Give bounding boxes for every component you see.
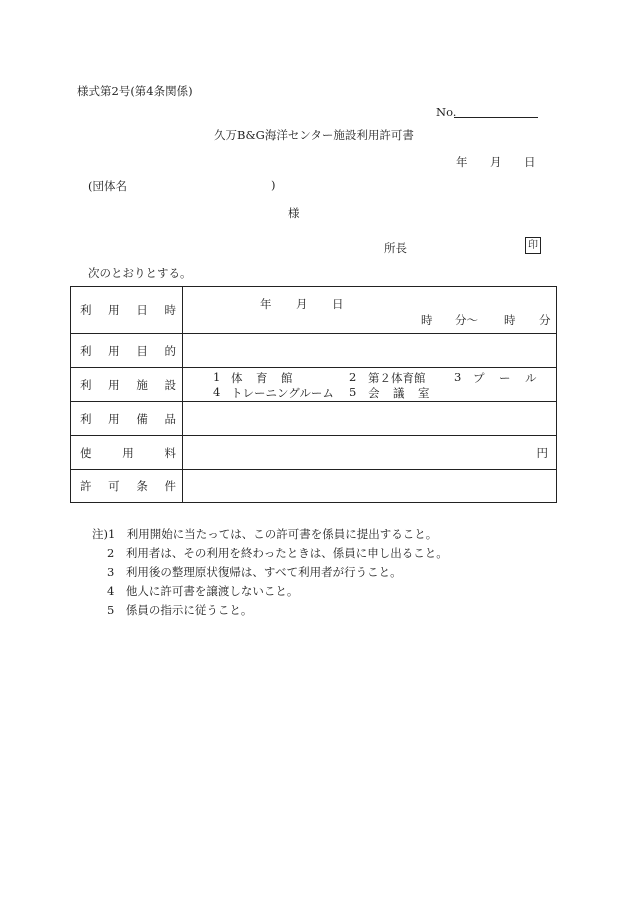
notes-list: [92, 525, 448, 620]
note-item: 3 利用後の整理原状復帰は、すべて利用者が行うこと。: [107, 565, 402, 579]
document-number-line: [454, 117, 538, 118]
facility-num: 4: [213, 385, 221, 399]
fee-cell: [183, 436, 556, 470]
facility-num: 2: [349, 370, 357, 384]
dt-hour: 時: [421, 313, 433, 327]
facility-char: 室: [418, 386, 430, 400]
facility-char: 会: [368, 386, 380, 400]
note-item: 2 利用者は、その利用を終わったときは、係員に申し出ること。: [107, 546, 448, 560]
facilities-cell: [183, 368, 556, 402]
facility-char: 育: [256, 371, 268, 385]
facility-char: ー: [499, 371, 511, 385]
table-row-datetime: [71, 287, 556, 333]
table-row-fee: [71, 435, 556, 470]
date-month: 月: [490, 155, 502, 169]
facility-char: 体: [231, 371, 243, 385]
date-day: 日: [524, 155, 536, 169]
facility-char: ル: [525, 371, 537, 385]
director-label: 所長: [384, 241, 407, 255]
note-item: 4 他人に許可書を譲渡しないこと。: [107, 584, 299, 598]
facility-num: 1: [213, 370, 221, 384]
facility-name: 第２体育館: [368, 371, 426, 385]
dt-year: 年: [260, 297, 272, 311]
row-label: 許 可 条 件: [71, 470, 183, 502]
row-label: 利 用 目 的: [71, 334, 183, 368]
document-number-label: No.: [436, 105, 457, 119]
conditions-cell: [183, 470, 556, 502]
row-label: 使 用 料: [71, 436, 183, 470]
facility-char: 館: [281, 371, 293, 385]
organization-close: ): [271, 178, 276, 192]
dt-day: 日: [332, 297, 344, 311]
datetime-cell: [183, 287, 556, 333]
facility-num: 3: [454, 370, 462, 384]
note-item: 注)1 利用開始に当たっては、この許可書を係員に提出すること。: [92, 527, 438, 541]
dt-minute2: 分: [539, 313, 551, 327]
equipment-cell: [183, 402, 556, 436]
intro-text: 次のとおりとする。: [88, 266, 192, 280]
note-item: 5 係員の指示に従うこと。: [107, 603, 253, 617]
table-row-facilities: [71, 367, 556, 402]
dt-hour2: 時: [504, 313, 516, 327]
facility-name: トレーニングルーム: [231, 386, 334, 400]
date-year: 年: [456, 155, 468, 169]
facility-char: プ: [473, 371, 485, 385]
permit-table: [70, 286, 557, 503]
row-label: 利 用 備 品: [71, 402, 183, 436]
table-row-conditions: [71, 469, 556, 502]
table-row-purpose: [71, 333, 556, 368]
fee-unit: 円: [536, 446, 548, 460]
facility-char: 議: [393, 386, 405, 400]
facility-num: 5: [349, 385, 357, 399]
table-row-equipment: [71, 401, 556, 436]
row-label: 利 用 日 時: [71, 287, 183, 333]
page-title: 久万B&G海洋センター施設利用許可書: [214, 128, 414, 142]
form-number: 様式第2号(第4条関係): [77, 84, 193, 98]
honorific: 様: [288, 206, 300, 220]
seal-mark: 印: [525, 237, 541, 254]
issue-date: [456, 154, 536, 170]
row-label: 利 用 施 設: [71, 368, 183, 402]
organization-open: (団体名: [88, 179, 127, 193]
purpose-cell: [183, 334, 556, 368]
dt-month: 月: [296, 297, 308, 311]
dt-minute-from: 分〜: [455, 313, 478, 327]
